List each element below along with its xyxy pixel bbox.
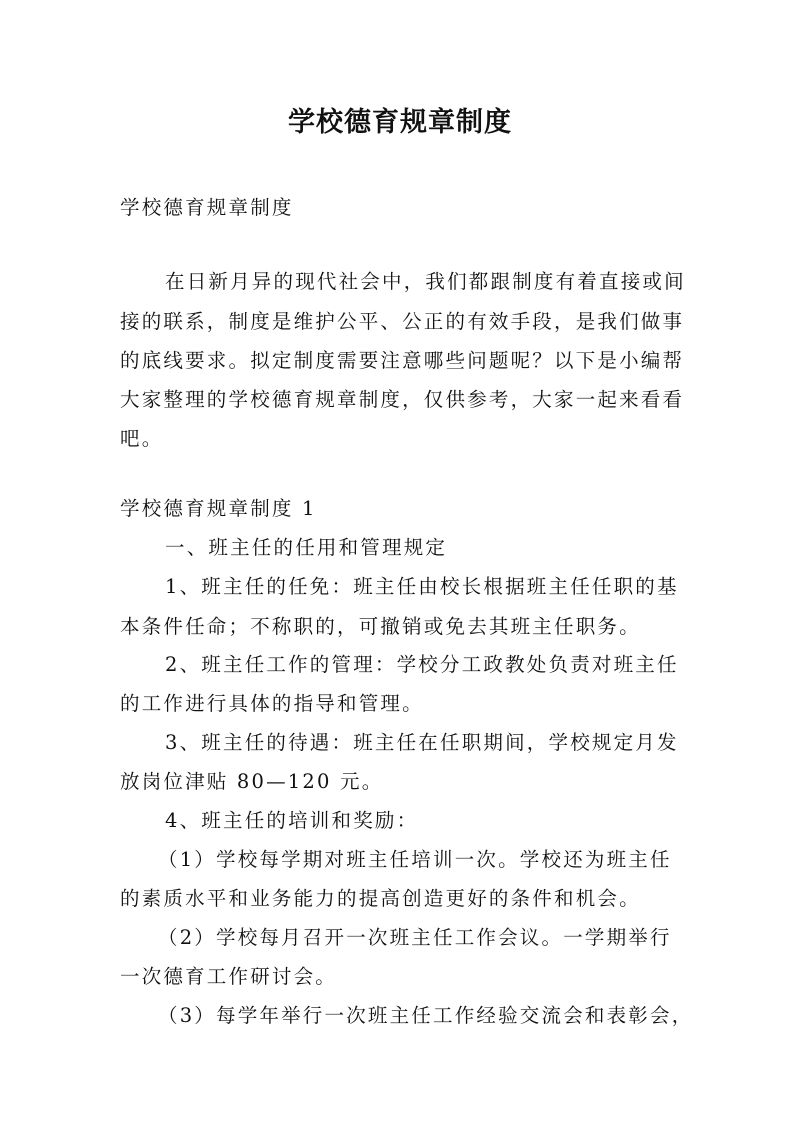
body-line: 3、班主任的待遇：班主任在任职期间，学校规定月发 — [165, 731, 679, 754]
body-line: 一、班主任的任用和管理规定 — [165, 536, 448, 559]
intro-line: 接的联系，制度是维护公平、公正的有效手段，是我们做事 — [120, 310, 685, 333]
body-line: 4、班主任的培训和奖励： — [165, 809, 419, 832]
section-heading: 学校德育规章制度 1 — [120, 497, 317, 520]
intro-line: 的底线要求。拟定制度需要注意哪些问题呢？以下是小编帮 — [120, 349, 685, 372]
body-line: 本条件任命；不称职的，可撤销或免去其班主任职务。 — [120, 615, 641, 638]
document-title: 学校德育规章制度 — [288, 107, 512, 138]
body-line: 一次德育工作研讨会。 — [120, 965, 338, 988]
body-line: 放岗位津贴 80—120 元。 — [120, 770, 384, 793]
body-line: （3）每学年举行一次班主任工作经验交流会和表彰会， — [158, 1004, 694, 1027]
intro-line: 吧。 — [120, 427, 164, 450]
body-line: 2、班主任工作的管理：学校分工政教处负责对班主任 — [165, 653, 679, 676]
body-line: 1、班主任的任免：班主任由校长根据班主任任职的基 — [165, 575, 679, 598]
body-line: 的工作进行具体的指导和管理。 — [120, 692, 424, 715]
document-subtitle: 学校德育规章制度 — [120, 196, 294, 219]
intro-line: 大家整理的学校德育规章制度，仅供参考，大家一起来看看 — [120, 388, 685, 411]
intro-line: 在日新月异的现代社会中，我们都跟制度有着直接或间 — [165, 270, 686, 293]
body-line: 的素质水平和业务能力的提高创造更好的条件和机会。 — [120, 887, 641, 910]
body-line: （1）学校每学期对班主任培训一次。学校还为班主任 — [158, 848, 672, 871]
body-line: （2）学校每月召开一次班主任工作会议。一学期举行 — [158, 926, 672, 949]
